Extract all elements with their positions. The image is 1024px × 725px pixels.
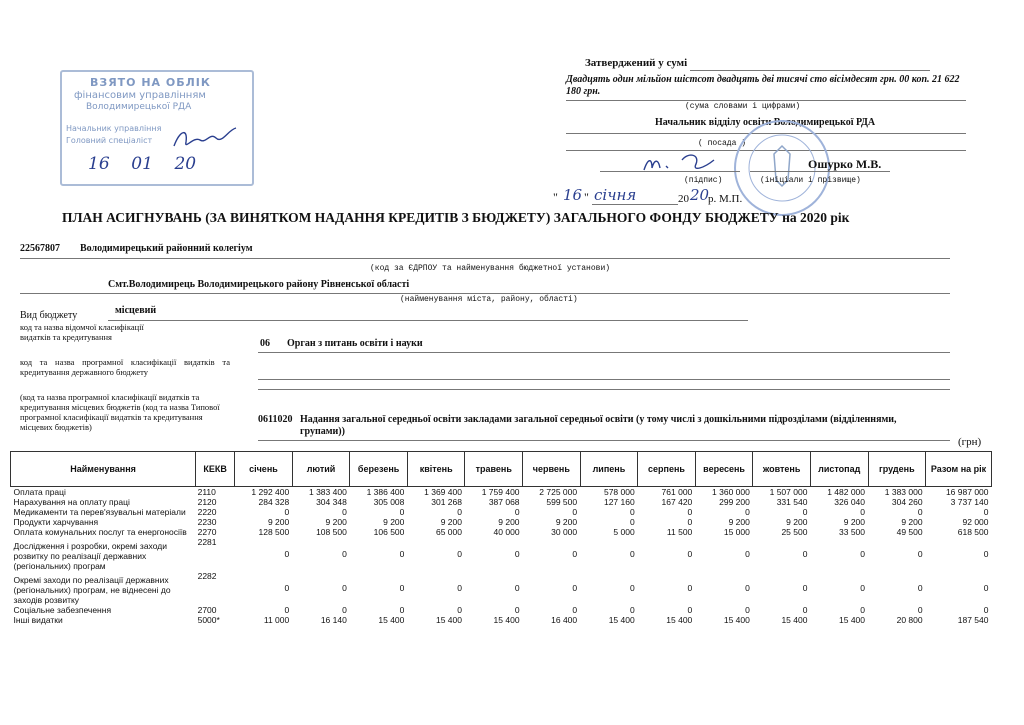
row-value: 0: [342, 605, 347, 615]
row-value: 127 160: [603, 497, 635, 507]
date-year-suffix: 20: [690, 186, 710, 204]
location-caption: (найменування міста, району, області): [400, 295, 578, 304]
row-value: 0: [572, 583, 578, 593]
local-program-label: (код та назва програмної класифікації видатків та кредитування місцевих бюджетів (код та назва Типової програмної класифікації видатків та кредитування місцевих бюджетів): [20, 392, 220, 432]
table-row: [11, 571, 992, 605]
row-value: 0: [457, 507, 462, 517]
row-value: 15 400: [723, 615, 750, 625]
row-value: 9 200: [383, 517, 405, 527]
local-program-line: [258, 440, 950, 441]
row-value: 0: [342, 507, 347, 517]
row-kekv: 5000*: [197, 615, 220, 625]
row-value: 305 008: [373, 497, 405, 507]
row-value: 9 200: [555, 517, 578, 527]
date-month-line: [592, 204, 678, 205]
stamp-line: фінансовим управлінням: [74, 90, 206, 101]
row-value: 0: [572, 549, 578, 559]
row-value: 0: [399, 583, 405, 593]
row-value: 9 200: [901, 517, 923, 527]
row-value: 0: [514, 583, 520, 593]
row-value: 0: [802, 549, 808, 559]
row-value: 11 500: [666, 527, 693, 537]
row-value: 0: [687, 583, 693, 593]
local-program-name: Надання загальної середньої освіти закладами загальної середньої освіти (у тому числі з дошкільними підрозділами (відділеннями, групами)): [300, 414, 897, 437]
row-value: 304 260: [891, 497, 923, 507]
approved-in-sum-label: Затверджений у сумі: [585, 57, 688, 69]
table-row: [11, 497, 992, 507]
row-value: 1 386 400: [366, 487, 405, 497]
program-line: [258, 379, 950, 380]
signer-name: Ошурко М.В.: [808, 157, 882, 171]
row-name: Дослідження і розробки, окремі заходи розвитку по реалізації державних (регіональних) програм: [13, 541, 167, 571]
stamp-signature: [170, 124, 240, 154]
row-kekv: 2281: [197, 537, 217, 547]
sum-line: [566, 100, 966, 101]
row-value: 15 000: [723, 527, 750, 537]
row-name: Медикаменти та перев'язувальні матеріали: [13, 507, 186, 517]
row-value: 187 540: [957, 615, 989, 625]
row-kekv: 2220: [197, 507, 217, 517]
row-value: 0: [687, 517, 693, 527]
row-value: 0: [342, 583, 347, 593]
row-value: 0: [457, 605, 462, 615]
row-value: 761 000: [661, 487, 693, 497]
row-value: 9 200: [498, 517, 520, 527]
row-value: 0: [917, 507, 923, 517]
table-body: [11, 487, 992, 626]
row-value: 9 200: [440, 517, 462, 527]
position-caption: ( посада ): [698, 139, 747, 148]
row-value: 20 800: [896, 615, 923, 625]
row-value: 1 292 400: [251, 487, 290, 497]
row-value: 16 140: [320, 615, 347, 625]
row-value: 0: [284, 549, 290, 559]
stamp-line: ВЗЯТО НА ОБЛІК: [90, 76, 211, 89]
row-value: 1 369 400: [424, 487, 462, 497]
dept-code: 06: [260, 338, 270, 349]
row-value: 15 400: [666, 615, 693, 625]
column-header: вересень: [695, 452, 753, 487]
dept-line: [258, 352, 950, 353]
row-value: 9 200: [843, 517, 866, 527]
table-row: [11, 527, 992, 537]
row-value: 9 200: [728, 517, 750, 527]
row-value: 0: [860, 507, 866, 517]
row-value: 30 000: [551, 527, 578, 537]
row-kekv: 2230: [197, 517, 217, 527]
row-value: 15 400: [378, 615, 405, 625]
row-value: 0: [399, 507, 405, 517]
location: Смт.Володимирець Володимирецького району Рівненської області: [108, 279, 410, 290]
row-value: 0: [983, 583, 989, 593]
table-row: [11, 537, 992, 571]
row-value: 15 400: [839, 615, 866, 625]
row-value: 0: [629, 507, 635, 517]
program-classification-label: код та назва програмної класифікації видатків та кредитування державного бюджету: [20, 357, 230, 377]
local-program-code: 0611020: [258, 414, 293, 425]
row-value: 49 500: [896, 527, 923, 537]
row-value: 1 383 400: [308, 487, 347, 497]
organization-name: Володимирецький районний колегіум: [80, 243, 253, 254]
row-value: 0: [399, 605, 405, 615]
column-header: Разом на рік: [926, 452, 992, 487]
row-value: 618 500: [957, 527, 989, 537]
row-value: 1 383 000: [884, 487, 923, 497]
row-value: 0: [745, 507, 750, 517]
column-header: серпень: [638, 452, 696, 487]
dept-name: Орган з питань освіти і науки: [287, 338, 423, 349]
row-value: 0: [917, 605, 923, 615]
date-year-prefix: 20: [678, 193, 689, 205]
row-value: 167 420: [661, 497, 693, 507]
date-month: січня: [594, 186, 637, 204]
row-value: 0: [745, 605, 750, 615]
stamp-handwritten-date: 16 01 20: [88, 154, 197, 174]
table-row: [11, 615, 992, 625]
stamp-line: Володимирецької РДА: [86, 102, 192, 112]
row-value: 0: [860, 583, 866, 593]
date-open-quote: ": [553, 190, 558, 204]
row-value: 0: [457, 583, 462, 593]
row-value: 0: [860, 605, 866, 615]
column-header: грудень: [868, 452, 926, 487]
document-title: ПЛАН АСИГНУВАНЬ (ЗА ВИНЯТКОМ НАДАННЯ КРЕДИТІВ З БЮДЖЕТУ) ЗАГАЛЬНОГО ФОНДУ БЮДЖЕТУ на 2020 рік: [62, 210, 850, 225]
row-kekv: 2700: [197, 605, 217, 615]
row-kekv: 2270: [197, 527, 217, 537]
row-name: Продукти харчування: [13, 517, 99, 527]
row-value: 0: [983, 549, 989, 559]
row-value: 0: [745, 583, 750, 593]
row-value: 0: [572, 507, 578, 517]
row-value: 1 482 000: [827, 487, 866, 497]
table-header-row: [11, 452, 992, 487]
row-value: 0: [342, 549, 347, 559]
row-value: 65 000: [435, 527, 462, 537]
row-value: 40 000: [493, 527, 520, 537]
table-row: [11, 487, 992, 498]
row-value: 0: [687, 605, 693, 615]
row-value: 33 500: [839, 527, 866, 537]
row-value: 0: [457, 549, 462, 559]
dept-classification-label: код та назва відомчої класифікації видатків та кредитування: [20, 322, 144, 342]
row-value: 5 000: [613, 527, 635, 537]
row-value: 0: [802, 507, 808, 517]
initials-caption: (ініціали і прізвище): [760, 176, 861, 185]
column-header: травень: [465, 452, 523, 487]
row-value: 0: [745, 549, 750, 559]
row-value: 0: [687, 549, 693, 559]
head-title: Начальник відділу освіти Володимирецької РДА: [655, 117, 876, 128]
row-value: 0: [284, 583, 290, 593]
signature-line: [600, 171, 740, 172]
row-value: 284 328: [258, 497, 290, 507]
row-value: 0: [629, 549, 635, 559]
row-value: 15 400: [493, 615, 520, 625]
head-signature: [640, 150, 720, 178]
row-value: 1 507 000: [769, 487, 808, 497]
budget-type-label: Вид бюджету: [20, 310, 78, 321]
row-name: Окремі заходи по реалізації державних (регіональних) програм, не віднесені до заходів розвитку: [13, 575, 171, 605]
row-value: 108 500: [316, 527, 347, 537]
row-value: 16 400: [551, 615, 578, 625]
row-value: 578 000: [603, 487, 635, 497]
column-header: Найменування: [11, 452, 196, 487]
sum-underline: [690, 70, 930, 71]
stamp-line: Начальник управління: [66, 124, 162, 133]
row-name: Оплата комунальних послуг та енергоносіїв: [13, 527, 187, 537]
column-header: жовтень: [753, 452, 811, 487]
row-kekv: 2282: [197, 571, 217, 581]
column-header: березень: [350, 452, 408, 487]
row-value: 0: [687, 507, 693, 517]
row-value: 9 200: [325, 517, 347, 527]
table-row: [11, 507, 992, 517]
row-kekv: 2110: [197, 487, 216, 497]
row-value: 9 200: [267, 517, 290, 527]
row-value: 11 000: [263, 615, 290, 625]
row-value: 15 400: [608, 615, 635, 625]
row-value: 301 268: [431, 497, 462, 507]
row-value: 0: [284, 605, 290, 615]
row-name: Інші видатки: [13, 615, 63, 625]
row-value: 0: [629, 583, 635, 593]
column-header: КЕКВ: [196, 452, 235, 487]
column-header: квітень: [407, 452, 465, 487]
row-value: 304 348: [316, 497, 347, 507]
table-row: [11, 517, 992, 527]
column-header: січень: [235, 452, 293, 487]
row-value: 0: [917, 549, 923, 559]
row-value: 15 400: [781, 615, 808, 625]
row-value: 0: [802, 583, 808, 593]
row-value: 0: [572, 605, 578, 615]
date-day: 16: [563, 186, 583, 204]
row-value: 0: [983, 605, 989, 615]
budget-type: місцевий: [115, 305, 157, 316]
row-value: 1 759 400: [481, 487, 520, 497]
row-value: 0: [514, 605, 520, 615]
row-value: 106 500: [373, 527, 405, 537]
row-name: Нарахування на оплату праці: [13, 497, 130, 507]
row-value: 0: [399, 549, 405, 559]
column-header: червень: [523, 452, 581, 487]
row-name: Оплата праці: [13, 487, 66, 497]
row-value: 299 200: [719, 497, 750, 507]
row-value: 92 000: [962, 517, 989, 527]
row-value: 15 400: [435, 615, 462, 625]
row-value: 2 725 000: [539, 487, 578, 497]
row-value: 0: [802, 605, 808, 615]
row-value: 326 040: [834, 497, 866, 507]
row-value: 0: [629, 605, 635, 615]
column-header: липень: [580, 452, 638, 487]
table-row: [11, 605, 992, 615]
edrpou-code: 22567807: [20, 243, 60, 254]
org-line: [20, 258, 950, 259]
appropriations-table: [10, 451, 992, 625]
signature-caption: (підпис): [684, 176, 723, 185]
row-kekv: 2120: [197, 497, 217, 507]
row-value: 0: [917, 583, 923, 593]
row-value: 3 737 140: [950, 497, 989, 507]
row-value: 599 500: [546, 497, 578, 507]
row-value: 387 068: [488, 497, 520, 507]
budget-type-line: [108, 320, 748, 321]
local-program-top-line: [258, 389, 950, 390]
row-value: 0: [514, 507, 520, 517]
row-value: 0: [284, 507, 290, 517]
currency-label: (грн): [958, 436, 982, 448]
column-header: листопад: [810, 452, 868, 487]
row-name: Соціальне забезпечення: [13, 605, 112, 615]
sum-caption: (сума словами і цифрами): [685, 102, 801, 111]
row-value: 0: [514, 549, 520, 559]
row-value: 1 360 000: [712, 487, 750, 497]
date-suffix: р. М.П.: [708, 193, 743, 205]
column-header: лютий: [292, 452, 350, 487]
row-value: 0: [860, 549, 866, 559]
initials-line: [750, 171, 890, 172]
location-line: [20, 293, 950, 294]
row-value: 9 200: [786, 517, 808, 527]
row-value: 128 500: [258, 527, 290, 537]
row-value: 331 540: [776, 497, 808, 507]
row-value: 0: [629, 517, 635, 527]
date-close-quote: ": [584, 190, 589, 204]
row-value: 0: [983, 507, 989, 517]
row-value: 25 500: [781, 527, 808, 537]
stamp-line: Головний спеціаліст: [66, 136, 153, 145]
sum-in-words: Двадцять один мільйон шістсот двадцять дві тисячі сто вісімдесят грн. 00 коп. 21 622 180 грн.: [566, 74, 960, 97]
org-caption: (код за ЄДРПОУ та найменування бюджетної установи): [370, 264, 611, 273]
row-value: 16 987 000: [945, 487, 989, 497]
